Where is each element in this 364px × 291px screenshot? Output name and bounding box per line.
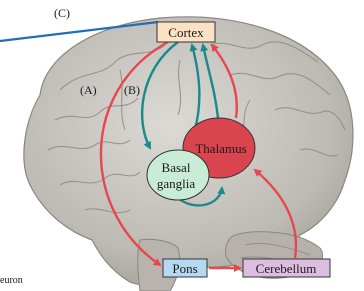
path-a-label: (A) xyxy=(80,83,97,97)
basal-ganglia-node xyxy=(147,150,209,200)
basal-ganglia-label-line2: ganglia xyxy=(156,176,196,191)
cerebellum-label: Cerebellum xyxy=(255,261,317,276)
pons-label: Pons xyxy=(172,261,198,276)
edge-text: euron xyxy=(0,275,23,286)
cortex-node xyxy=(157,22,215,42)
cerebellum-node xyxy=(243,259,330,277)
panel-label: (C) xyxy=(54,6,70,20)
path-b-label: (B) xyxy=(124,83,140,97)
basal-ganglia-label-line1: Basal xyxy=(161,160,191,175)
pons-node xyxy=(163,259,207,277)
thalamus-label: Thalamus xyxy=(195,141,247,156)
cortex-label: Cortex xyxy=(168,25,204,40)
